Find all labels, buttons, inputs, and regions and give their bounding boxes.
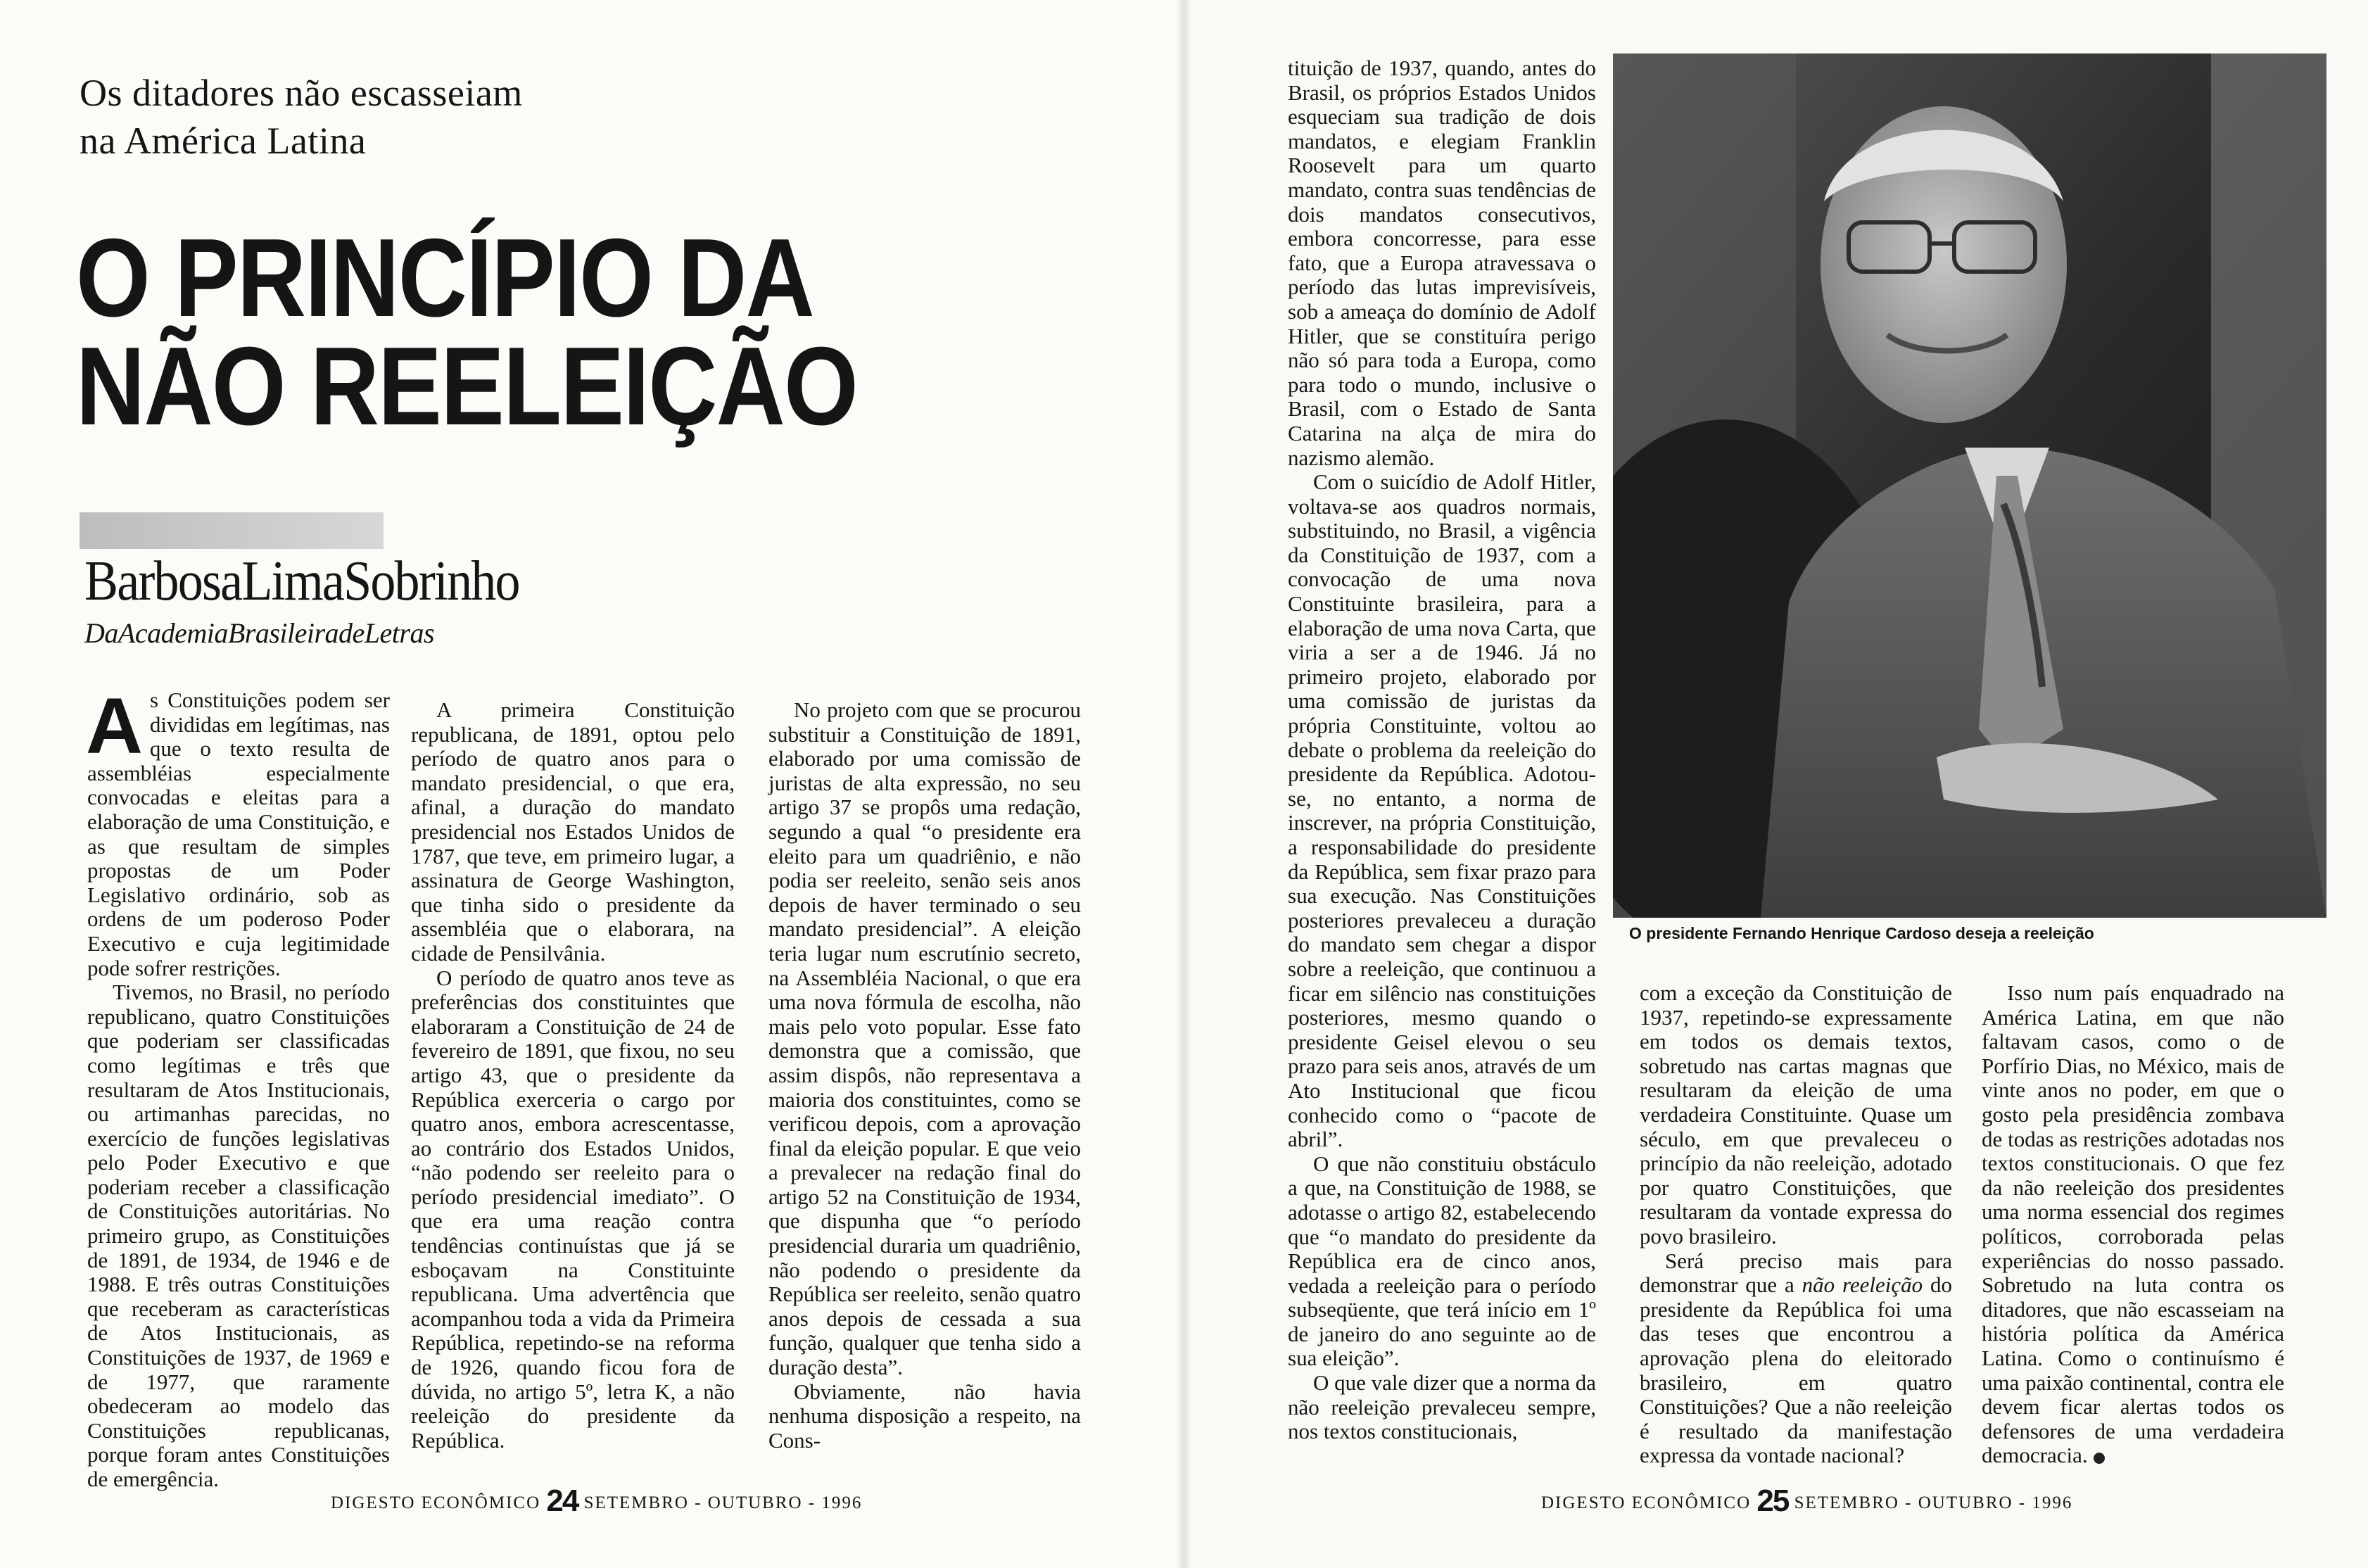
paragraph-text: Será preciso mais para demonstrar que a — [1640, 1248, 1952, 1298]
photo-caption: O presidente Fernando Henrique Cardoso deseja a reeleição — [1629, 924, 2094, 942]
paragraph: A primeira Constituição republicana, de 1891, optou pelo período de quatro anos para o mandato presidencial, o que era, afinal, a duração do mandato presidencial nos Estados Unidos de 1787, que teve, em primeiro lugar, a assinatura de George Washington, que tinha sido o presidente da assembléia que o elaborara, na cidade de Pensilvânia. — [411, 697, 735, 966]
president-photo — [1613, 53, 2326, 918]
paragraph: Com o suicídio de Adolf Hitler, voltava-se aos quadros normais, substituindo, no Brasil, a vigência da Constituição de 1937, com a convocação de uma nova Constituinte brasileira, para a elaboração de uma nova Carta, que viria a ser a de 1946. Já no primeiro projeto, elaborado por uma comissão de juristas da própria Constituinte, voltou ao debate o problema da reeleição do presidente da República. Adotou-se, no entanto, a norma de inscrever, na própria Constituição, a responsabilidade do presidente da República, sem fixar prazo para sua execução. Nas Constituições posteriores prevaleceu a duração do mandato sem chegar a dispor sobre a reeleição, que continuou a ficar em silêncio nas constituições posteriores, mesmo quando o presidente Geisel elevou o seu prazo para seis anos, através de um Ato Institucional que ficou conhecido como o “pacote de abril”. — [1288, 469, 1596, 1152]
paragraph: O que vale dizer que a norma da não reeleição prevaleceu sempre, nos textos constitucionais, — [1288, 1370, 1596, 1444]
page-footer — [331, 1484, 862, 1519]
page-gutter — [1177, 0, 1191, 1568]
paragraph: No projeto com que se procurou substituir a Constituição de 1891, elaborado por uma comissão de juristas de alta expressão, no seu artigo 37 se propôs uma redação, segundo a qual “o presidente era eleito para um quadriênio, e não podia ser reeleito, senão seis anos depois de haver terminado o seu mandato presidencial”. A eleição teria lugar num escrutínio secreto, na Assembléia Nacional, o que era uma nova fórmula de escolha, não mais pelo voto popular. Esse fato demonstra que a comissão, que assim dispôs, não representava a maioria dos constituintes, como se verificou depois, com a aprovação final da eleição popular. E que veio a prevalecer na redação final do artigo 52 na Constituição de 1934, que dispunha que “o período presidencial duraria um quadriênio, não podendo o presidente da República ser reeleito, senão quatro anos depois de cessada a sua função, qualquer que tenha sido a duração desta”. — [768, 697, 1081, 1380]
kicker — [80, 69, 523, 165]
headline — [76, 216, 858, 448]
headline-line-2: NÃO REELEIÇÃO — [76, 324, 858, 448]
article-column-1 — [86, 682, 390, 1492]
article-column-6 — [1982, 981, 2284, 1468]
headline-line-1: O PRINCÍPIO DA — [76, 216, 813, 340]
kicker-line-1: Os ditadores não escasseiam — [80, 72, 523, 114]
drop-cap: A — [86, 682, 143, 770]
paragraph: Obviamente, não havia nenhuma disposição a respeito, na Cons- — [768, 1379, 1081, 1453]
president-photo-image — [1613, 53, 2326, 918]
paragraph — [1982, 981, 2284, 1468]
paragraph-text: do presidente da República foi uma das teses que encontrou a aprovação plena do eleitorado brasileiro, em quatro Constituições? Que a não reeleição é resultado da manifestação expressa da vontade nacional? — [1640, 1272, 1952, 1468]
page-number: 24 — [546, 1484, 578, 1518]
page-number: 25 — [1756, 1484, 1789, 1518]
emphasis: não reeleição — [1802, 1272, 1923, 1298]
article-column-5 — [1640, 981, 1952, 1468]
end-mark-icon — [2094, 1453, 2105, 1464]
paragraph — [1640, 1249, 1952, 1468]
author-affiliation: DaAcademiaBrasileiradeLetras — [84, 617, 435, 649]
paragraph: O que não constituiu obstáculo a que, na Constituição de 1988, se adotasse o artigo 82, estabelecendo que “o mandato do presidente da República era de cinco anos, vedada a reeleição para o período subseqüente, que terá início em 1º de janeiro do ano seguinte ao de sua eleição”. — [1288, 1151, 1596, 1371]
paragraph: com a exceção da Constituição de 1937, repetindo-se expressamente em todos os demais textos, sobretudo nas cartas magnas que resultaram da eleição de uma verdadeira Constituinte. Quase um século, em que prevaleceu o princípio da não reeleição, adotado por quatro Constituições, que resultaram da vontade expressa do povo brasileiro. — [1640, 980, 1952, 1248]
paragraph-text: s Constituições podem ser divididas em legítimas, nas que o texto resulta de assembléias especialmente convocadas e eleitas para a elaboração de uma Constituição, e as que resultam de simples propostas de um Poder Legislativo ordinário, sob as ordens de um poderoso Poder Executivo e cuja legitimidade pode sofrer restrições. — [87, 688, 390, 980]
decorative-bar — [80, 512, 384, 549]
footer-date: SETEMBRO - OUTUBRO - 1996 — [583, 1493, 863, 1512]
footer-date: SETEMBRO - OUTUBRO - 1996 — [1794, 1493, 2073, 1512]
paragraph — [86, 682, 390, 980]
paragraph: O período de quatro anos teve as preferências dos constituintes que elaboraram a Constituição de 24 de fevereiro de 1891, que fixou, no seu artigo 43, que o presidente da República exerceria o cargo por quatro anos, embora acrescentasse, ao contrário dos Estados Unidos, “não podendo ser reeleito para o período presidencial imediato”. O que era uma reação contra tendências continuístas que já se esboçavam na Constituinte republicana. Uma advertência que acompanhou toda a vida da Primeira República, repetindo-se na reforma de 1926, quando ficou fora de dúvida, no artigo 5º, letra K, a não reeleição do presidente da República. — [411, 965, 735, 1453]
article-column-2 — [411, 698, 735, 1453]
author-name: BarbosaLimaSobrinho — [84, 550, 519, 612]
kicker-line-2: na América Latina — [80, 120, 367, 162]
article-column-3 — [768, 698, 1081, 1453]
article-column-4 — [1288, 56, 1596, 1444]
page-footer — [1541, 1484, 2072, 1519]
paragraph-text: Isso num país enquadrado na América Latina, em que não faltavam casos, como o de Porfírio Dias, no México, mais de vinte anos no poder, em que o gosto pela presidência zombava de todas as restrições adotadas nos textos constitucionais. O que fez da não reeleição dos presidentes uma norma essencial dos regimes políticos, corroborada pelas experiências do nosso passado. Sobretudo na luta contra os ditadores, que não escasseiam na história política da América Latina. Como o continuísmo é uma paixão continental, contra ele devem ficar alertas todos os defensores de uma verdadeira democracia. — [1982, 980, 2284, 1468]
footer-publication: DIGESTO ECONÔMICO — [1541, 1493, 1752, 1512]
paragraph: Tivemos, no Brasil, no período republicano, quatro Constituições que poderiam ser classificadas como legítimas e três que resultaram de Atos Institucionais, ou artimanhas parecidas, no exercício de funções legislativas pelo Poder Executivo e que poderiam receber a classificação de Constituições autoritárias. No primeiro grupo, as Constituições de 1891, de 1934, de 1946 e de 1988. E três outras Constituições que receberam as características de Atos Institucionais, as Constituições de 1937, de 1969 e de 1977, que raramente obedeceram ao modelo das Constituições republicanas, porque foram antes Constituições de emergência. — [87, 980, 390, 1491]
footer-publication: DIGESTO ECONÔMICO — [331, 1493, 541, 1512]
paragraph: tituição de 1937, quando, antes do Brasil, os próprios Estados Unidos esqueciam sua tradição de dois mandatos, e elegiam Franklin Roosevelt para um quarto mandato, contra suas tendências de dois mandatos consecutivos, embora concorresse, para esse fato, que a Europa atravessava o período das lutas imprevisíveis, sob a ameaça do domínio de Adolf Hitler, que se constituíra perigo não só para toda a Europa, como para todo o mundo, inclusive o Brasil, com o Estado de Santa Catarina na alça de mira do nazismo alemão. — [1288, 56, 1596, 470]
